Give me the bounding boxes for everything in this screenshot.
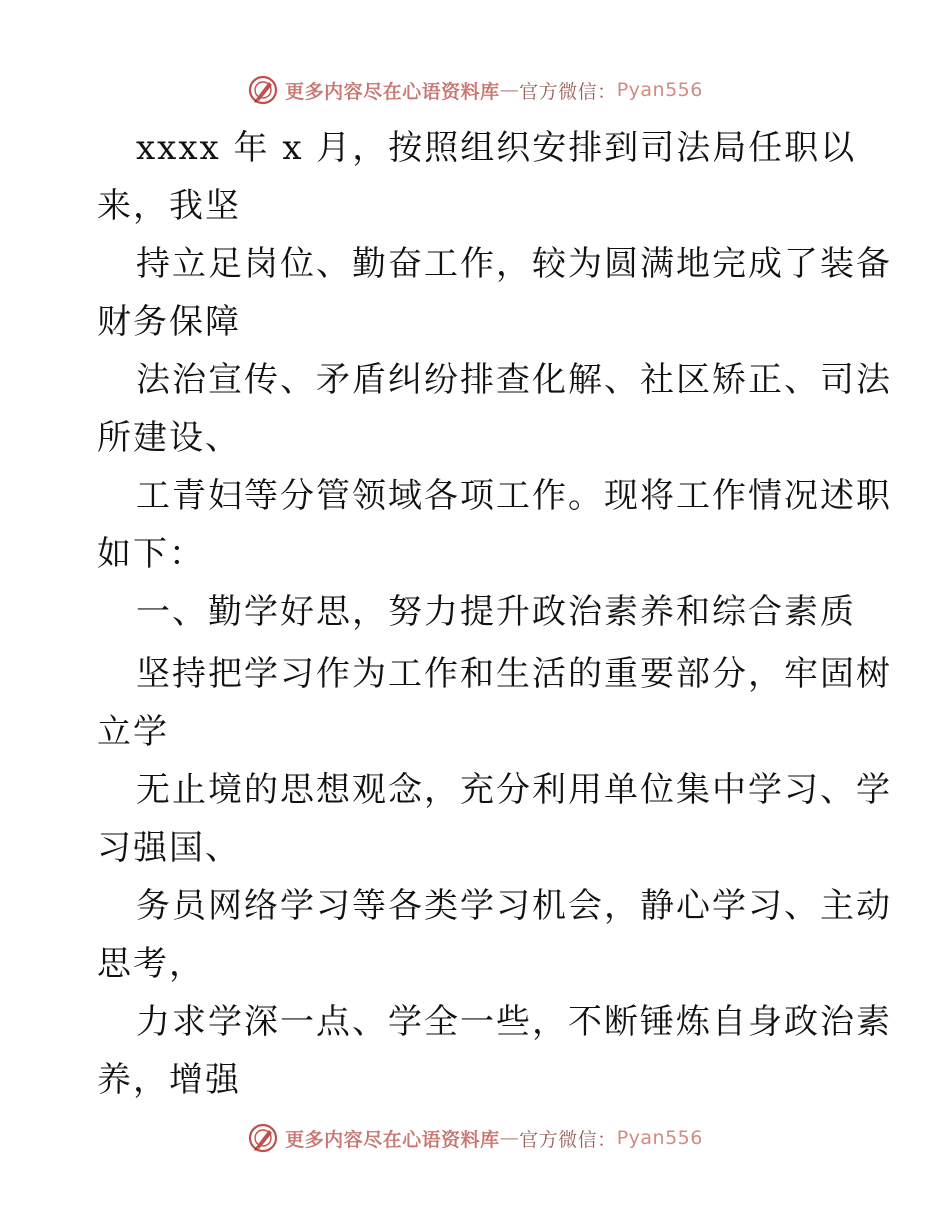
text-line: 立学 bbox=[97, 712, 169, 752]
text-line: 务员网络学习等各类学习机会，静心学习、主动 bbox=[136, 886, 892, 926]
text-line: 法治宣传、矛盾纠纷排查化解、社区矫正、司法 bbox=[136, 360, 892, 400]
banner-dash: — bbox=[499, 79, 520, 101]
text-line: 思考， bbox=[97, 944, 205, 984]
banner-dash: — bbox=[499, 1127, 520, 1149]
banner-wechat-label: 官方微信： bbox=[519, 1128, 617, 1151]
banner-slogan: 更多内容尽在心语资料库 bbox=[285, 1128, 500, 1151]
text-line: 所建设、 bbox=[97, 418, 241, 458]
text-line: 养，增强 bbox=[97, 1060, 241, 1100]
section-heading: 一、勤学好思，努力提升政治素养和综合素质 bbox=[136, 592, 856, 632]
text-line: xxxx 年 x 月，按照组织安排到司法局任职以 bbox=[136, 128, 857, 168]
banner-wechat-id: Pyan556 bbox=[616, 1127, 703, 1149]
text-line: 财务保障 bbox=[97, 302, 241, 342]
text-line: 持立足岗位、勤奋工作，较为圆满地完成了装备 bbox=[136, 244, 892, 284]
text-line: 来，我坚 bbox=[97, 186, 241, 226]
text-line: 工青妇等分管领域各项工作。现将工作情况述职 bbox=[136, 476, 892, 516]
text-line: 力求学深一点、学全一些，不断锤炼自身政治素 bbox=[136, 1002, 892, 1042]
banner-slogan: 更多内容尽在心语资料库 bbox=[285, 80, 500, 103]
text-line: 无止境的思想观念，充分利用单位集中学习、学 bbox=[136, 770, 892, 810]
text-line: 如下： bbox=[97, 534, 205, 574]
text-line: 坚持把学习作为工作和生活的重要部分，牢固树 bbox=[136, 654, 892, 694]
banner-wechat-label: 官方微信： bbox=[519, 80, 617, 103]
text-line: 习强国、 bbox=[97, 828, 241, 868]
pen-logo-icon bbox=[247, 1122, 279, 1154]
pen-logo-icon bbox=[247, 74, 279, 106]
header-watermark-banner bbox=[0, 70, 950, 110]
banner-wechat-id: Pyan556 bbox=[616, 79, 703, 101]
footer-watermark-banner bbox=[0, 1118, 950, 1158]
